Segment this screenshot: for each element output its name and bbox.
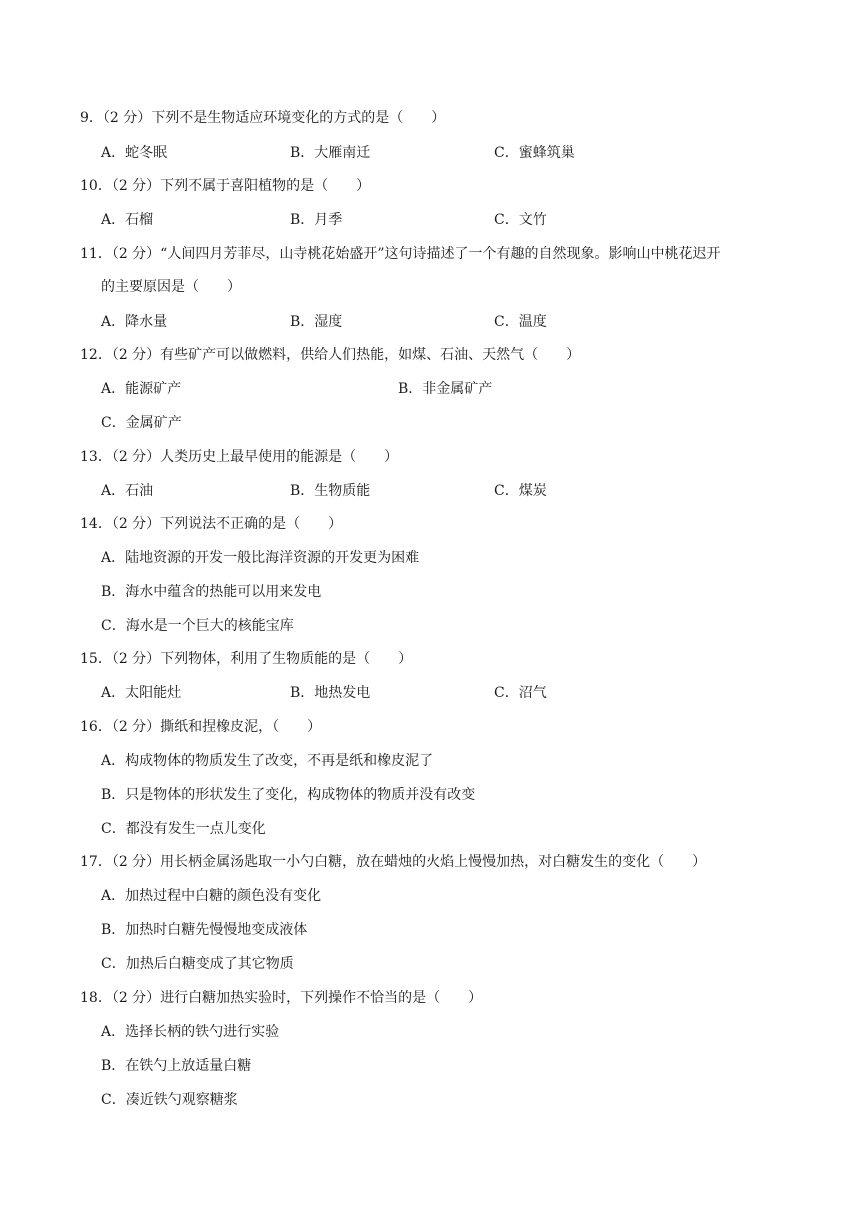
question-10-stem: 10．（2 分）下列不属于喜阳植物的是（ ） [80,178,371,194]
question-14-option-a: A．陆地资源的开发一般比海洋资源的开发更为困难 [101,550,420,566]
question-16-option-a: A．构成物体的物质发生了改变，不再是纸和橡皮泥了 [101,753,434,769]
question-12-option-c: C．金属矿产 [101,415,182,431]
question-15-option-b: B．地热发电 [290,685,371,701]
question-17-option-a: A．加热过程中白糖的颜色没有变化 [101,888,322,904]
question-10-option-a: A．石榴 [101,212,154,228]
question-9-stem: 9．（2 分）下列不是生物适应环境变化的方式的是（ ） [80,110,446,126]
question-13-option-a: A．石油 [101,483,154,499]
question-18-stem: 18．（2 分）进行白糖加热实验时，下列操作不恰当的是（ ） [80,990,483,1006]
question-16-stem: 16．（2 分）撕纸和捏橡皮泥，（ ） [80,719,322,735]
question-11-option-b: B．湿度 [290,314,343,330]
question-15-option-a: A．太阳能灶 [101,685,182,701]
question-12-option-a: A．能源矿产 [101,381,182,397]
question-17-option-c: C．加热后白糖变成了其它物质 [101,956,294,972]
question-11-option-c: C．温度 [494,314,547,330]
question-14-option-b: B．海水中蕴含的热能可以用来发电 [101,584,322,600]
question-16-option-c: C．都没有发生一点儿变化 [101,821,266,837]
question-13-option-b: B．生物质能 [290,483,371,499]
question-10-option-b: B．月季 [290,212,343,228]
question-11-stem-continued: 的主要原因是（ ） [101,279,241,295]
question-10-option-c: C．文竹 [494,212,547,228]
question-14-option-c: C．海水是一个巨大的核能宝库 [101,618,294,634]
question-14-stem: 14．（2 分）下列说法不正确的是（ ） [80,516,343,532]
question-15-option-c: C．沼气 [494,685,547,701]
question-17-stem: 17．（2 分）用长柄金属汤匙取一小勺白糖，放在蜡烛的火焰上慢慢加热，对白糖发生的变化（ ） [80,854,707,870]
question-15-stem: 15．（2 分）下列物体，利用了生物质能的是（ ） [80,651,413,667]
question-13-stem: 13．（2 分）人类历史上最早使用的能源是（ ） [80,449,399,465]
question-17-option-b: B．加热时白糖先慢慢地变成液体 [101,922,308,938]
question-11-stem: 11．（2 分）“人间四月芳菲尽，山寺桃花始盛开”这句诗描述了一个有趣的自然现象。影响山中桃花迟开 [80,246,721,262]
question-16-option-b: B．只是物体的形状发生了变化，构成物体的物质并没有改变 [101,787,476,803]
question-9-option-b: B．大雁南迁 [290,145,371,161]
question-9-option-c: C．蜜蜂筑巢 [494,145,575,161]
question-18-option-c: C．凑近铁勺观察糖浆 [101,1092,238,1108]
question-12-stem: 12．（2 分）有些矿产可以做燃料，供给人们热能，如煤、石油、天然气（ ） [80,347,581,363]
question-11-option-a: A．降水量 [101,314,168,330]
question-12-option-b: B．非金属矿产 [398,381,493,397]
question-13-option-c: C．煤炭 [494,483,547,499]
question-18-option-b: B．在铁勺上放适量白糖 [101,1058,252,1074]
question-9-option-a: A．蛇冬眠 [101,145,168,161]
question-18-option-a: A．选择长柄的铁勺进行实验 [101,1024,280,1040]
